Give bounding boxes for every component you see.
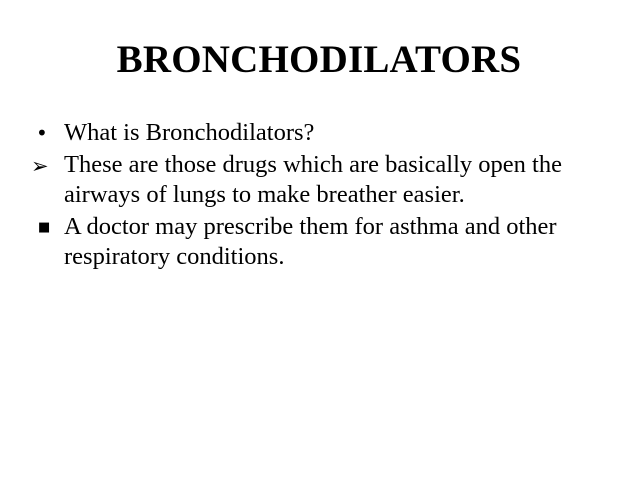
square-bullet-icon: ■ — [38, 220, 51, 235]
slide-title: BRONCHODILATORS — [116, 38, 522, 81]
bullet-item-usage — [34, 212, 614, 272]
bullet-item-question — [34, 118, 614, 148]
bullet-text: What is Bronchodilators? — [64, 119, 315, 146]
arrowhead-bullet-icon: ➢ — [31, 154, 49, 178]
bullet-text: A doctor may prescribe them for asthma and other respiratory conditions. — [64, 213, 557, 270]
bullet-text: These are those drugs which are basically open the airways of lungs to make breather easier. — [64, 151, 562, 208]
bullet-list — [31, 118, 614, 274]
bullet-item-definition — [31, 150, 614, 210]
round-bullet-icon: • — [36, 121, 48, 145]
